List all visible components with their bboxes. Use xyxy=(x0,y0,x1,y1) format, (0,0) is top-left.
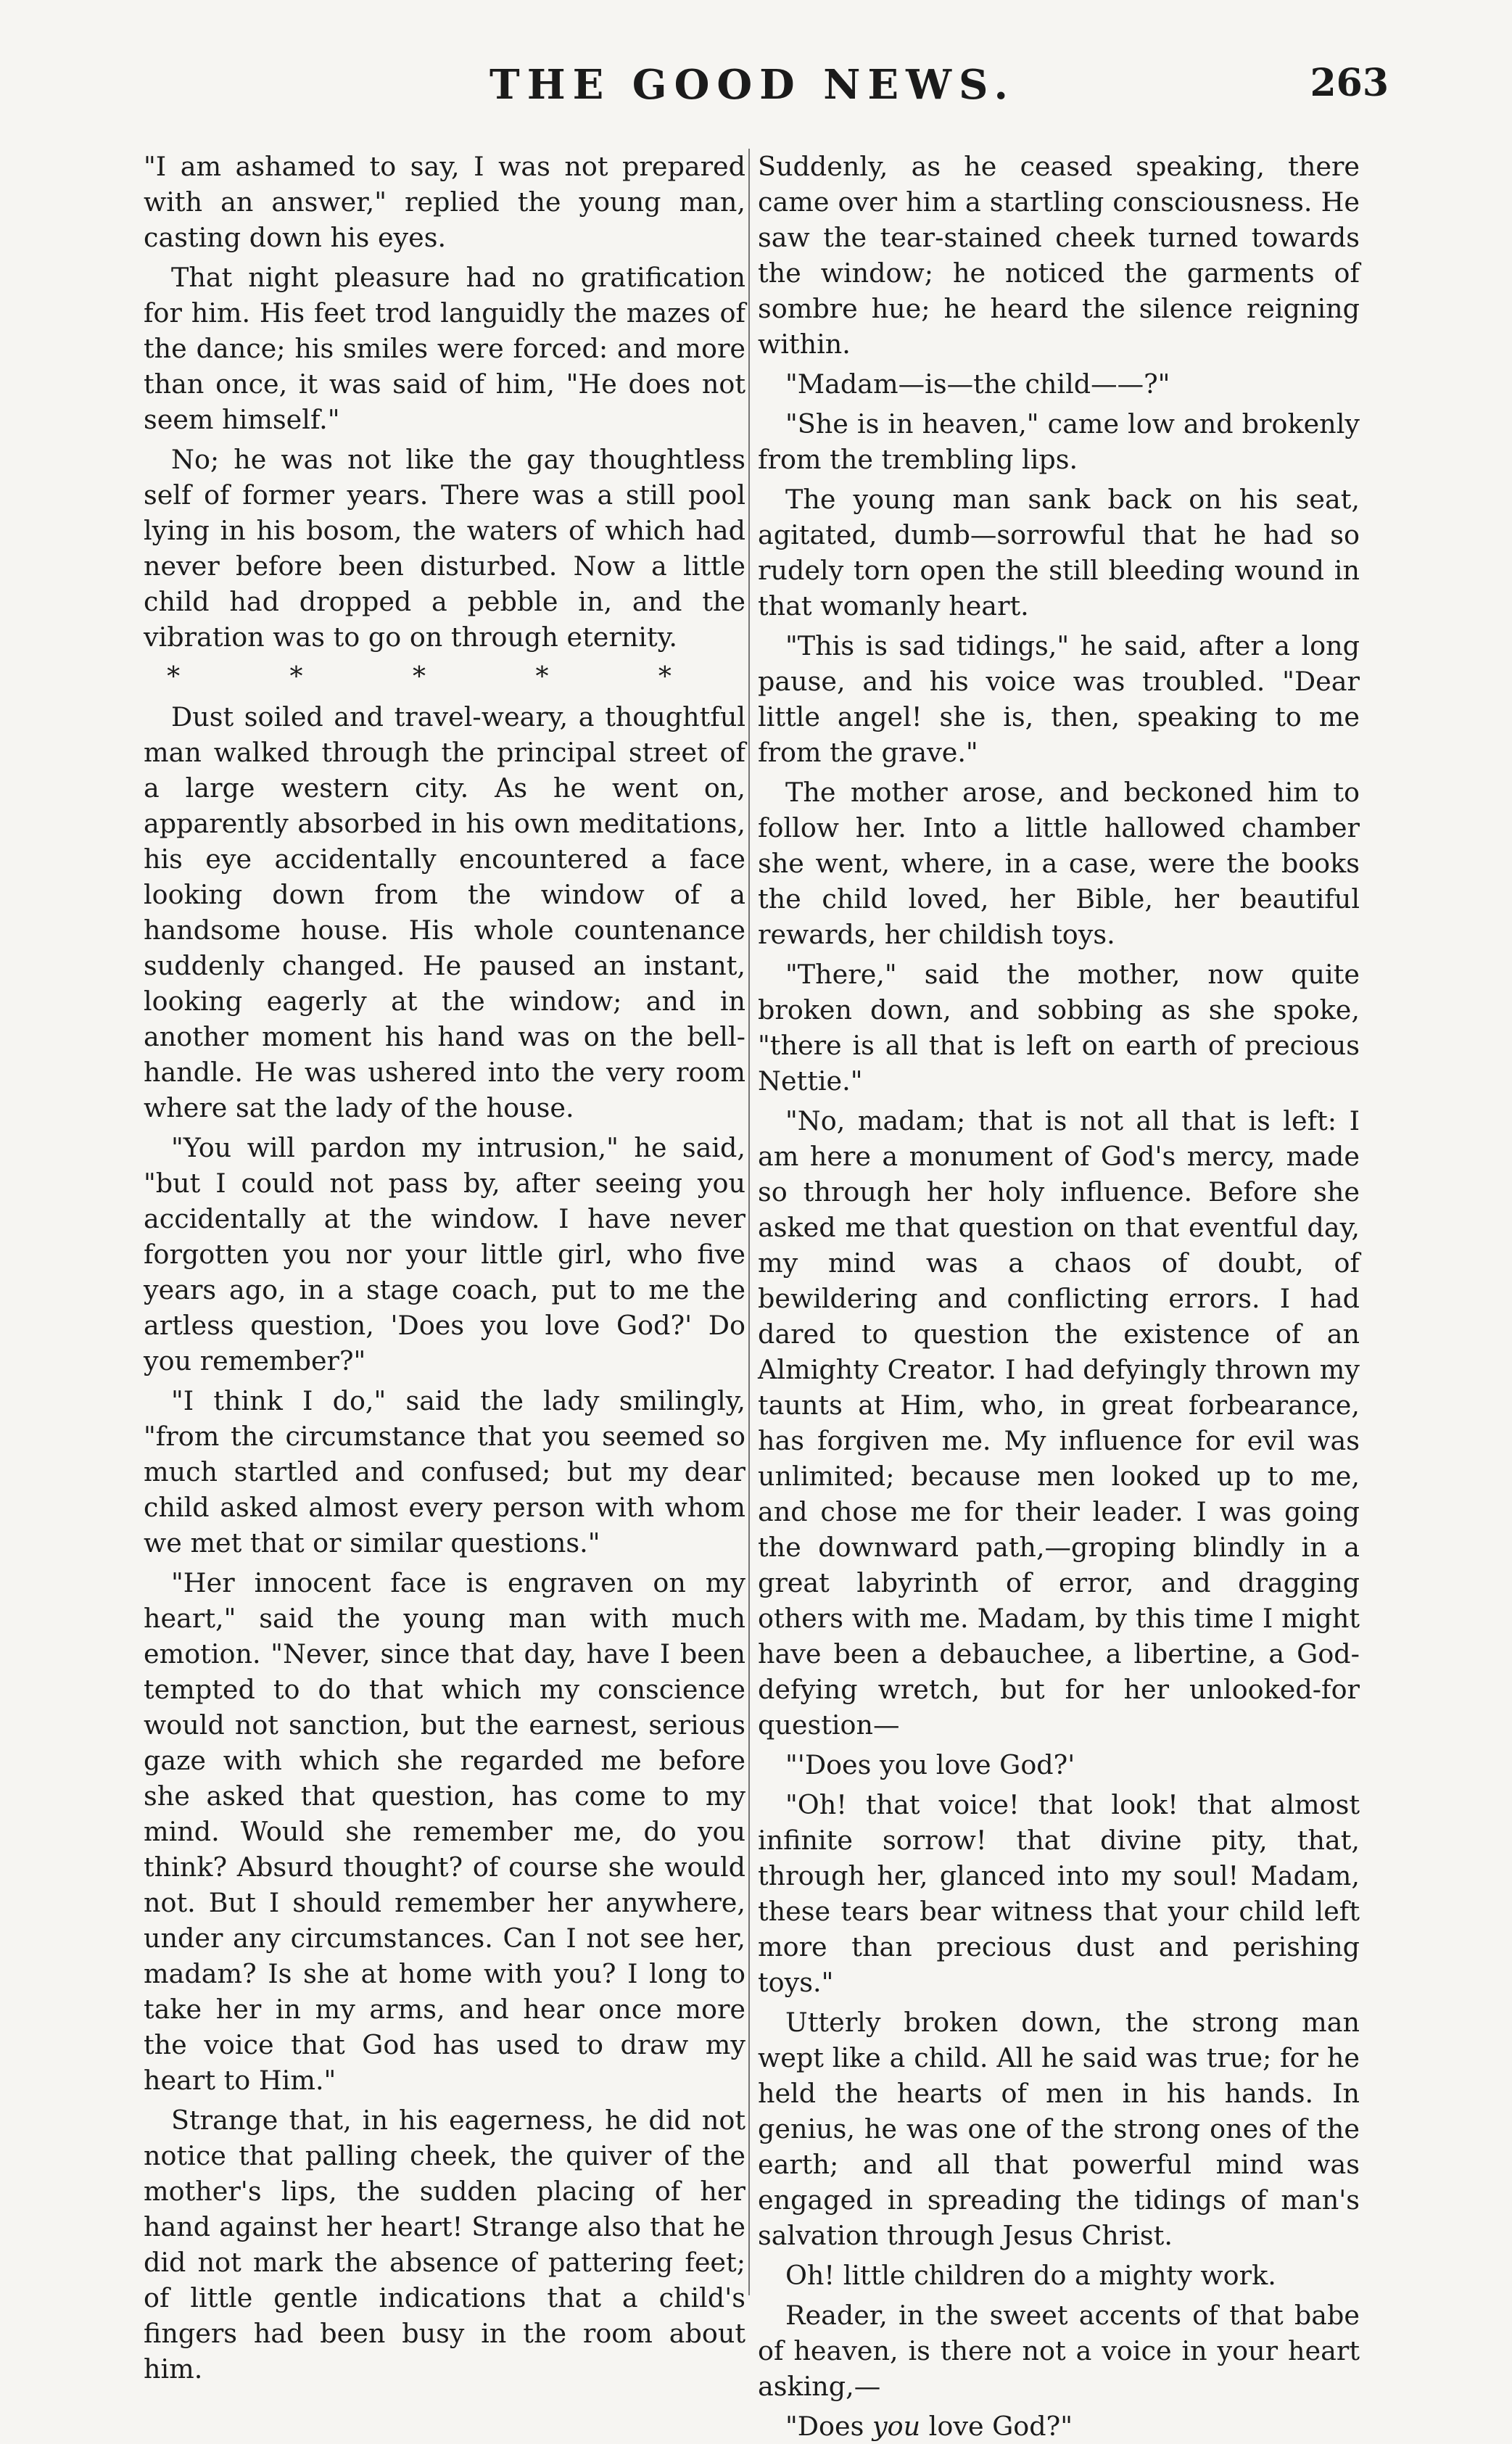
column-divider xyxy=(748,149,750,2295)
paragraph: Strange that, in his eagerness, he did not notice that palling cheek, the quiver of the mother's lips, the sudden placing of her hand against her heart! Strange also that he did not mark the absence of pattering feet; of little gentle indications that a child's fingers had been busy in the room about him. xyxy=(144,2105,745,2385)
closing-text-before: "Does xyxy=(785,2411,872,2442)
paragraph: "There," said the mother, now quite broken down, and sobbing as she spoke, "there is all that is left on earth of precious Nettie." xyxy=(758,959,1360,1097)
paragraph: Dust soiled and travel-weary, a thoughtful man walked through the principal street of a large western city. As he went on, apparently absorbed in his own meditations, his eye accidentally encountered a face looking down from the window of a handsome house. His whole countenance suddenly changed. He paused an instant, looking eagerly at the window; and in another moment his hand was on the bell-handle. He was ushered into the very room where sat the lady of the house. xyxy=(144,701,745,1123)
publication-title: THE GOOD NEWS. xyxy=(489,61,1015,109)
paragraph: No; he was not like the gay thoughtless self of former years. There was a still pool lying in his bosom, the waters of which had never before been disturbed. Now a little child had dropped a pebble in, and the vibration was to go on through eternity. xyxy=(144,444,745,653)
right-column xyxy=(758,149,1360,2442)
paragraph: "You will pardon my intrusion," he said, "but I could not pass by, after seeing you accidentally at the window. I have never forgotten you nor your little girl, who five years ago, in a stage coach, put to me the artless question, 'Does you love God?' Do you remember?" xyxy=(144,1132,745,1376)
paragraph: "I think I do," said the lady smilingly, "from the circumstance that you seemed so much startled and confused; but my dear child asked almost every person with whom we met that or similar questions." xyxy=(144,1385,745,1559)
paragraph: The mother arose, and beckoned him to follow her. Into a little hallowed chamber she went, where, in a case, were the books the child loved, her Bible, her beautiful rewards, her childish toys. xyxy=(758,777,1360,950)
paragraph: Reader, in the sweet accents of that babe of heaven, is there not a voice in your heart asking,— xyxy=(758,2300,1360,2402)
page-number: 263 xyxy=(1310,61,1389,105)
closing-text-after: love God?" xyxy=(920,2411,1073,2442)
paragraph: Utterly broken down, the strong man wept like a child. All he said was true; for he held the hearts of men in his hands. In genius, he was one of the strong ones of the earth; and all that powerful mind was engaged in spreading the tidings of man's salvation through Jesus Christ. xyxy=(758,2007,1360,2251)
left-column xyxy=(144,149,745,2385)
paragraph: Suddenly, as he ceased speaking, there came over him a startling consciousness. He saw the tear-stained cheek turned towards the window; he noticed the garments of sombre hue; he heard the silence reigning within. xyxy=(758,151,1360,360)
paragraph: "No, madam; that is not all that is left: I am here a monument of God's mercy, made so through her holy influence. Before she asked me that question on that eventful day, my mind was a chaos of doubt, of bewildering and conflicting errors. I had dared to question the existence of an Almighty Creator. I had defyingly thrown my taunts at Him, who, in great forbearance, has forgiven me. My influence for evil was unlimited; because men looked up to me, and chose me for their leader. I was going the downward path,—groping blindly in a great labyrinth of error, and dragging others with me. Madam, by this time I might have been a debauchee, a libertine, a God-defying wretch, but for her unlooked-for question— xyxy=(758,1105,1360,1741)
paragraph: "She is in heaven," came low and brokenly from the trembling lips. xyxy=(758,408,1360,475)
paragraph: "Oh! that voice! that look! that almost infinite sorrow! that divine pity, that, through her, glanced into my soul! Madam, these tears bear witness that your child left more than precious dust and perishing toys." xyxy=(758,1789,1360,1998)
closing-line xyxy=(758,2408,1360,2444)
paragraph: "This is sad tidings," he said, after a long pause, and his voice was troubled. "Dear little angel! she is, then, speaking to me from the grave." xyxy=(758,630,1360,768)
paragraph: "I am ashamed to say, I was not prepared with an answer," replied the young man, casting down his eyes. xyxy=(144,151,745,253)
paragraph: "Madam—is—the child——?" xyxy=(785,368,1170,400)
paragraph: "'Does you love God?' xyxy=(785,1749,1075,1780)
paragraph: The young man sank back on his seat, agitated, dumb—sorrowful that he had so rudely torn open the still bleeding wound in that womanly heart. xyxy=(758,484,1360,622)
section-separator: * * * * * xyxy=(167,662,722,692)
paragraph: That night pleasure had no gratification for him. His feet trod languidly the mazes of the dance; his smiles were forced: and more than once, it was said of him, "He does not seem himself." xyxy=(144,262,745,435)
paragraph: Oh! little children do a mighty work. xyxy=(785,2260,1276,2291)
page-header xyxy=(116,61,1389,131)
closing-emphasis: you xyxy=(872,2411,921,2442)
paragraph: "Her innocent face is engraven on my heart," said the young man with much emotion. "Never, since that day, have I been tempted to do that which my conscience would not sanction, but the earnest, serious gaze with which she regarded me before she asked that question, has come to my mind. Would she remember me, do you think? Absurd thought? of course she would not. But I should remember her anywhere, under any circumstances. Can I not see her, madam? Is she at home with you? I long to take her in my arms, and hear once more the voice that God has used to draw my heart to Him." xyxy=(144,1567,745,2096)
